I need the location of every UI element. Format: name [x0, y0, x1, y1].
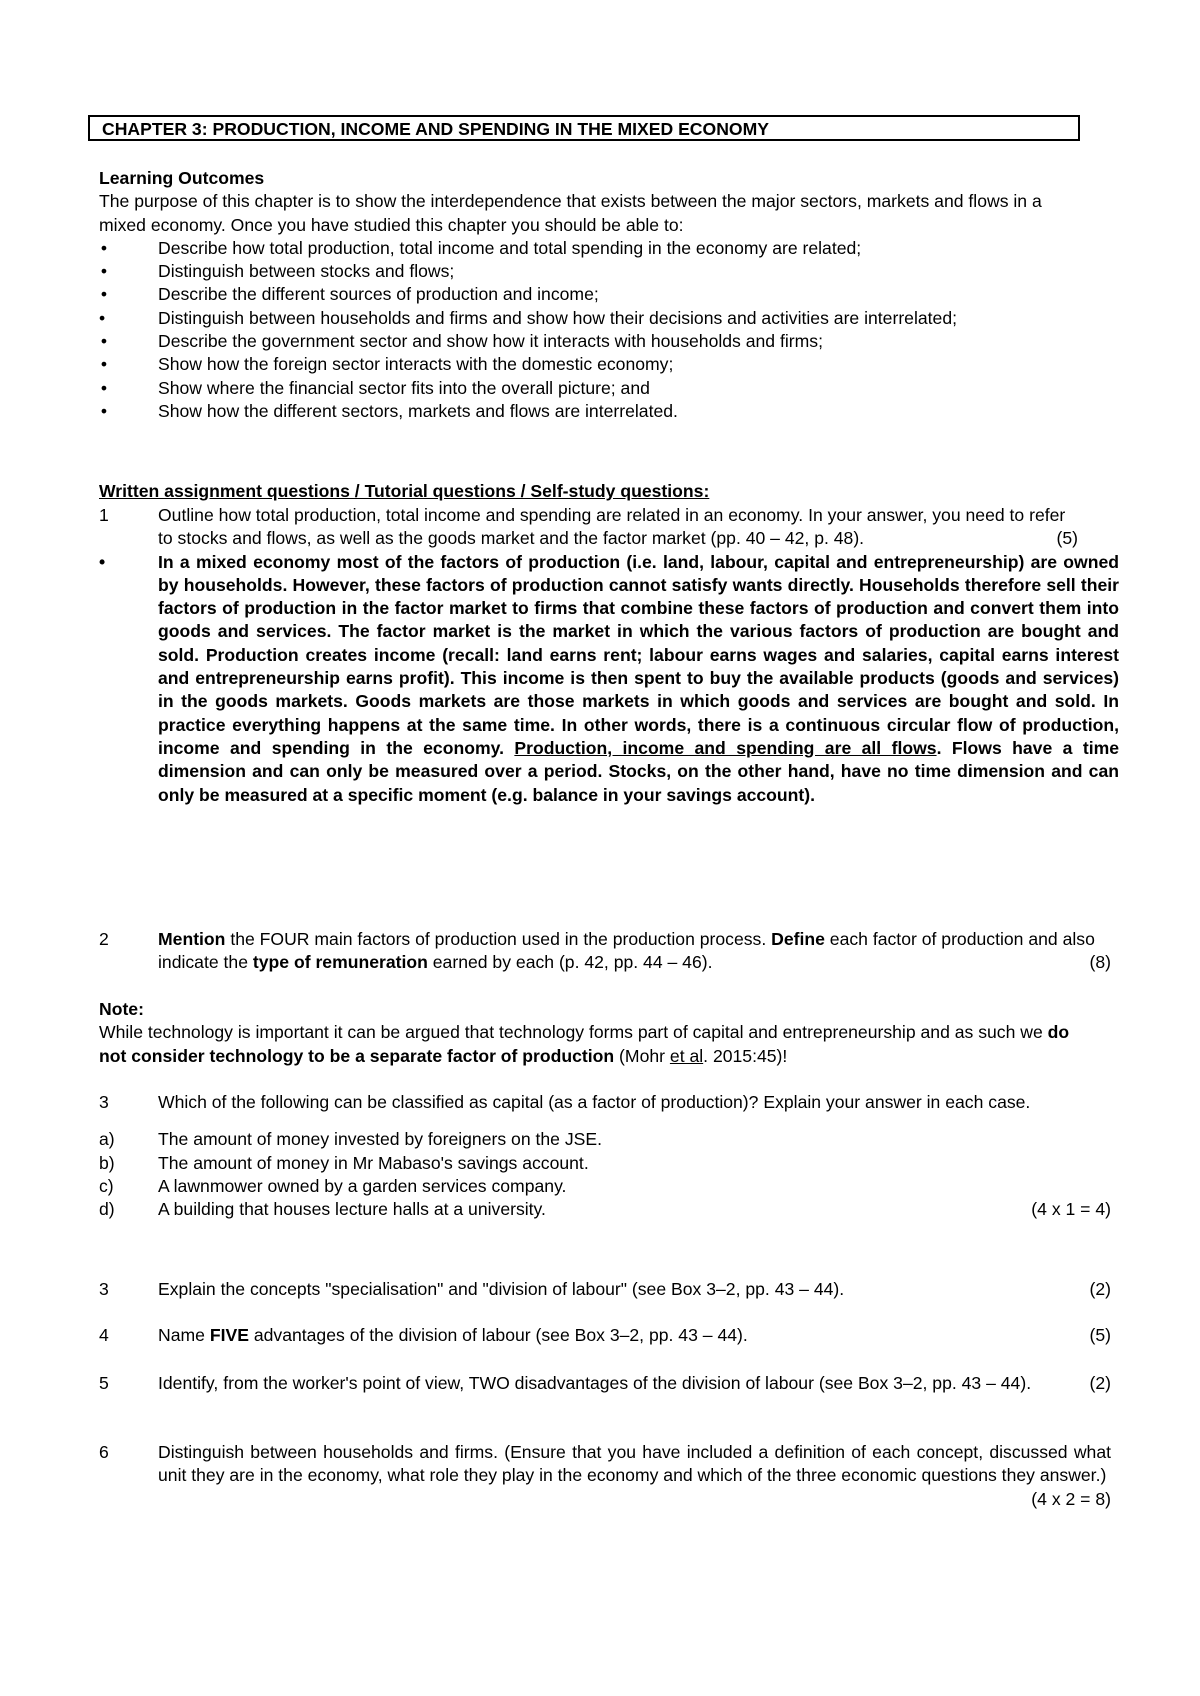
bullet-icon: • [100, 331, 108, 352]
learning-outcomes-heading: Learning Outcomes [99, 168, 265, 188]
question-marks: (2) [1089, 1279, 1111, 1299]
learning-outcomes-list [99, 237, 1079, 423]
note-heading: Note: [99, 999, 144, 1019]
question-marks: (5) [1056, 528, 1078, 549]
question-number: 5 [99, 1373, 109, 1393]
bullet-icon: • [99, 551, 106, 572]
question-text: Distinguish between households and firms. (Ensure that you have included a definition of each concept, discussed what unit they are in the economy, what role they play in the economy and which of the three economic questions they answer.) (4 x 2 = 8) [158, 1441, 1111, 1488]
question-text: Explain the concepts "specialisation" and "division of labour" (see Box 3–2, pp. 43 – 44). (2) [158, 1278, 1111, 1301]
list-item: c) A lawnmower owned by a garden services company. [99, 1175, 567, 1196]
list-item: • Distinguish between households and firms and show how their decisions and activities are interrelated; [99, 307, 1079, 330]
question-text: Outline how total production, total income and spending are related in an economy. In your answer, you need to refer to stocks and flows, as well as the goods market and the factor market (pp. 40 – 42, p. 48). (5) [158, 504, 1078, 551]
list-item: • Show how the foreign sector interacts with the domestic economy; [99, 353, 1079, 376]
question-4 [99, 1324, 1111, 1347]
question-2 [99, 928, 1111, 975]
list-item: • Show where the financial sector fits into the overall picture; and [99, 377, 1079, 400]
bullet-icon: • [100, 400, 108, 421]
note-text: While technology is important it can be argued that technology forms part of capital and entrepreneurship and as such we do not consider technology to be a separate factor of production (Mohr et al. 2015:45)! [99, 1022, 1070, 1066]
bullet-icon: • [99, 307, 106, 328]
question-number: 3 [99, 1092, 109, 1112]
learning-outcomes-section [99, 167, 1104, 423]
bullet-icon: • [100, 261, 108, 282]
list-item: • Describe the different sources of production and income; [99, 283, 1079, 306]
question-6 [99, 1441, 1111, 1511]
list-item: a) The amount of money invested by foreigners on the JSE. [99, 1129, 603, 1150]
list-item: • Distinguish between stocks and flows; [99, 260, 1079, 283]
question-number: 6 [99, 1442, 109, 1462]
question-text: Name FIVE advantages of the division of labour (see Box 3–2, pp. 43 – 44). (5) [158, 1324, 1111, 1347]
question-marks: (8) [1089, 952, 1111, 973]
question-marks: (5) [1089, 1325, 1111, 1345]
question-number: 2 [99, 929, 109, 949]
list-item: b) The amount of money in Mr Mabaso's savings account. [99, 1152, 589, 1173]
bullet-icon: • [100, 237, 108, 258]
question-number: 1 [99, 505, 109, 525]
assignment-heading: Written assignment questions / Tutorial questions / Self-study questions: [99, 481, 710, 501]
question-text: Mention the FOUR main factors of production used in the production process. Define each factor of production and also indicate the type of remuneration earned by each (p. 42, pp. 44 – 46). (8) [158, 928, 1111, 975]
question-number: 4 [99, 1325, 109, 1345]
question-number: 3 [99, 1279, 109, 1299]
question-1-answer: • In a mixed economy most of the factors of production (i.e. land, labour, capital and entrepreneurship) are owned by households. However, these factors of production cannot satisfy wants directly. Households therefore sell their factors of production in the factor market to firms that combine these factors of production and convert them into goods and services. The factor market is the market in which the various factors of production are bought and sold. Production creates income (recall: land earns rent; labour earns wages and salaries, capital earns interest and entrepreneurship earns profit). This income is then spent to buy the available products (goods and services) in the goods markets. Goods markets are those markets in which goods and services are bought and sold. In practice everything happens at the same time. In other words, there is a continuous circular flow of production, income and spending in the economy. Production, income and spending are all flows. Flows have a time dimension and can only be measured over a period. Stocks, on the other hand, have no time dimension and can only be measured at a specific moment (e.g. balance in your savings account). [99, 551, 1120, 805]
bullet-icon: • [100, 284, 108, 305]
list-item: • Describe how total production, total income and total spending in the economy are related; [99, 237, 1079, 260]
question-marks: (4 x 1 = 4) [1031, 1199, 1111, 1220]
bullet-icon: • [100, 354, 108, 375]
question-text: Identify, from the worker's point of view, TWO disadvantages of the division of labour (see Box 3–2, pp. 43 – 44). (2) [158, 1372, 1111, 1395]
question-3 [99, 1091, 1111, 1221]
question-marks: (4 x 2 = 8) [1031, 1488, 1111, 1509]
question-5 [99, 1372, 1111, 1395]
question-3b [99, 1278, 1111, 1301]
chapter-title: CHAPTER 3: PRODUCTION, INCOME AND SPENDING IN THE MIXED ECONOMY [88, 115, 1080, 141]
list-item: d) A building that houses lecture halls at a university. (4 x 1 = 4) [99, 1198, 1111, 1221]
question-marks: (2) [1089, 1373, 1111, 1393]
underlined-statement: Production, income and spending are all flows [514, 737, 937, 758]
learning-outcomes-intro: The purpose of this chapter is to show the interdependence that exists between the major sectors, markets and flows in a mixed economy. Once you have studied this chapter you should be able to: [99, 191, 1042, 235]
list-item: • Show how the different sectors, markets and flows are interrelated. [99, 400, 1079, 423]
bullet-icon: • [100, 377, 108, 398]
question-1 [99, 504, 1120, 807]
list-item: • Describe the government sector and show how it interacts with households and firms; [99, 330, 1079, 353]
note-section [99, 998, 1099, 1068]
question-text: Which of the following can be classified as capital (as a factor of production)? Explain your answer in each case. [158, 1092, 1031, 1112]
